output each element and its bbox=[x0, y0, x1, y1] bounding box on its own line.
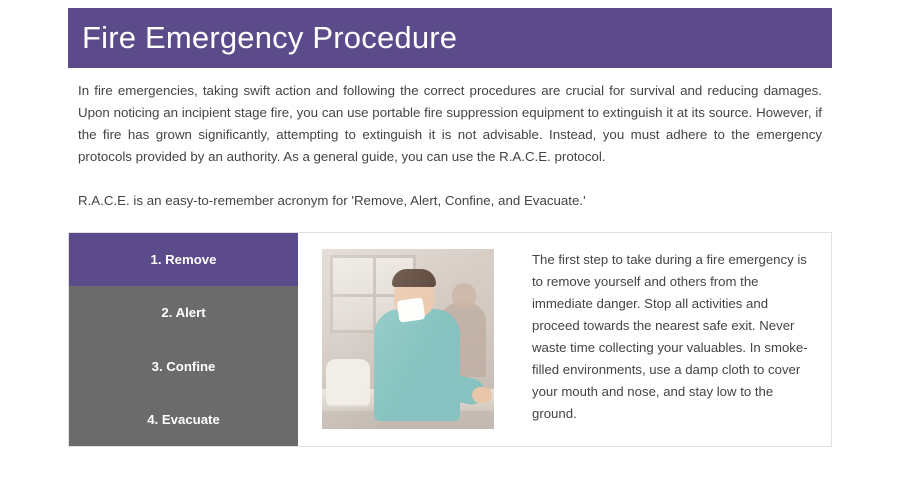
tab-confine[interactable] bbox=[69, 340, 298, 393]
tab-alert[interactable] bbox=[69, 286, 298, 339]
article-container bbox=[68, 8, 832, 447]
intro-section bbox=[68, 68, 832, 212]
panel-image bbox=[322, 249, 494, 429]
intro-paragraph-1: In fire emergencies, taking swift action and following the correct procedures are crucial for survival and reducing damages. Upon noticing an incipient stage fire, you can use portable fire suppression equipment to extinguish it at its source. However, if the fire has grown significantly, attempting to extinguish it is not advisable. Instead, you must adhere to the emergency protocols provided by an authority. As a general guide, you can use the R.A.C.E. protocol. bbox=[78, 83, 822, 164]
tab-confine-label: 3. Confine bbox=[151, 358, 216, 374]
image-smoke-haze bbox=[322, 249, 494, 429]
race-tab-panel bbox=[298, 233, 831, 446]
race-tab-widget bbox=[68, 232, 832, 447]
tab-alert-label: 2. Alert bbox=[161, 305, 206, 321]
page-title: Fire Emergency Procedure bbox=[82, 19, 458, 55]
tab-remove[interactable] bbox=[69, 233, 298, 286]
page-header bbox=[68, 8, 832, 68]
tab-evacuate-label: 4. Evacuate bbox=[147, 411, 220, 427]
panel-text bbox=[494, 249, 809, 430]
race-tab-list bbox=[69, 233, 298, 446]
intro-paragraph-2: R.A.C.E. is an easy-to-remember acronym for 'Remove, Alert, Confine, and Evacuate.' bbox=[78, 193, 586, 208]
panel-body-text: The first step to take during a fire emergency is to remove yourself and others from the immediate danger. Stop all activities and proceed towards the nearest safe exit. Never waste time collecting your valuables. In smoke-filled environments, use a damp cloth to cover your mouth and nose, and stay low to the ground. bbox=[532, 252, 808, 421]
tab-evacuate[interactable] bbox=[69, 393, 298, 446]
tab-remove-label: 1. Remove bbox=[150, 252, 217, 268]
